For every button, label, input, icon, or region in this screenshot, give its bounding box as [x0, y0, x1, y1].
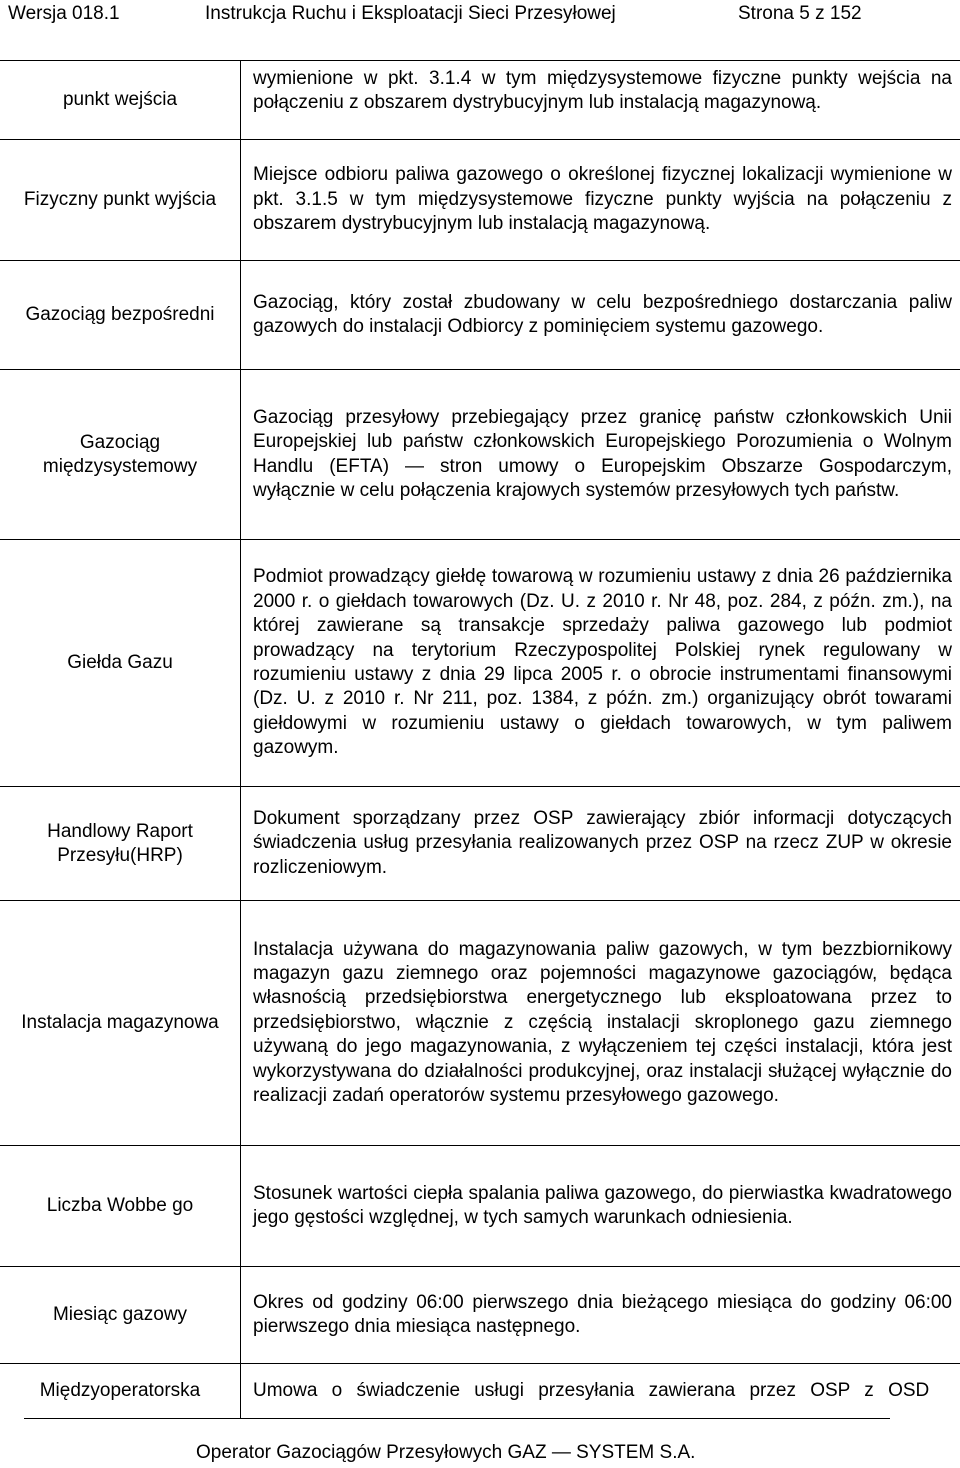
table-row: [0, 901, 960, 1146]
definition-cell: [241, 787, 960, 901]
term-gazociag-miedzysystemowy: Gazociąg międzysystemowy: [42, 431, 198, 477]
term-instalacja-magazynowa: Instalacja magazynowa: [21, 1012, 219, 1033]
header-title: Instrukcja Ruchu i Eksploatacji Sieci Przesyłowej: [205, 3, 616, 24]
definition-cell: [241, 1364, 960, 1418]
table-row: [0, 1364, 960, 1418]
definition-liczba-wobbego: Stosunek wartości ciepła spalania paliwa gazowego, do pierwiastka kwadratowego jego gęstości względnej, w tych samych warunkach odniesienia.: [253, 1182, 952, 1228]
definition-cell: [241, 1267, 960, 1364]
term-cell: [0, 540, 241, 787]
table-row: [0, 540, 960, 787]
term-punkt-wejscia: punkt wejścia: [62, 89, 178, 110]
term-fizyczny-punkt-wyjscia: Fizyczny punkt wyjścia: [23, 189, 217, 210]
footer-divider: [24, 1418, 890, 1419]
term-cell: [0, 1146, 241, 1267]
table-row: [0, 61, 960, 140]
term-cell: [0, 261, 241, 370]
term-handlowy-raport-przesylu: Handlowy Raport Przesyłu(HRP): [47, 820, 193, 866]
term-cell: [0, 787, 241, 901]
table-row: [0, 261, 960, 370]
definition-handlowy-raport-przesylu: Dokument sporządzany przez OSP zawierający zbiór informacji dotyczących świadczenia usług przesyłania realizowanych przez OSP na rzecz ZUP w okresie rozliczeniowym.: [253, 807, 952, 878]
definition-gazociag-miedzysystemowy: Gazociąg przesyłowy przebiegający przez granicę państw członkowskich Unii Europejskiej lub państw członkowskich Europejskiego Porozumienia o Wolnym Handlu (EFTA) — stron umowy o Europejskim Obszarze Gospodarczym, wyłącznie w celu połączenia krajowych systemów przesyłowych tych państw.: [253, 406, 952, 501]
term-liczba-wobbego: Liczba Wobbe go: [46, 1195, 194, 1216]
definition-cell: [241, 140, 960, 261]
table-row: [0, 787, 960, 901]
definition-cell: [241, 261, 960, 370]
table-row: [0, 140, 960, 261]
term-cell: [0, 901, 241, 1146]
definition-cell: [241, 1146, 960, 1267]
term-cell: [0, 61, 241, 140]
term-gielda-gazu: Giełda Gazu: [67, 652, 173, 673]
definition-cell: [241, 540, 960, 787]
definition-miesiac-gazowy: Okres od godziny 06:00 pierwszego dnia bieżącego miesiąca do godziny 06:00 pierwszego dnia miesiąca następnego.: [253, 1291, 952, 1337]
term-cell: [0, 1267, 241, 1364]
page-header: [0, 0, 960, 34]
term-cell: [0, 370, 241, 540]
term-miesiac-gazowy: Miesiąc gazowy: [52, 1304, 188, 1325]
header-page-number: Strona 5 z 152: [738, 3, 862, 24]
definitions-table: [0, 60, 960, 1418]
definition-cell: [241, 901, 960, 1146]
definition-cell: [241, 370, 960, 540]
definition-miedzyoperatorska: Umowa o świadczenie usługi przesyłania zawierana przez OSP z OSD: [253, 1379, 930, 1401]
header-version: Wersja 018.1: [8, 3, 120, 24]
table-row: [0, 370, 960, 540]
term-gazociag-bezposredni: Gazociąg bezpośredni: [25, 304, 215, 325]
definition-fizyczny-punkt-wyjscia: Miejsce odbioru paliwa gazowego o określonej fizycznej lokalizacji wymienione w pkt. 3.1.5 w tym międzysystemowe fizyczne punkty wyjścia na połączeniu z obszarem dystrybucyjnym lub instalacją magazynową.: [253, 164, 952, 235]
definition-punkt-wejscia: wymienione w pkt. 3.1.4 w tym międzysystemowe fizyczne punkty wejścia na połączeniu z obszarem dystrybucyjnym lub instalacją magazynową.: [253, 68, 952, 114]
definition-gielda-gazu: Podmiot prowadzący giełdę towarową w rozumieniu ustawy z dnia 26 października 2000 r. o giełdach towarowych (Dz. U. z 2010 r. Nr 48, poz. 284, z późn. zm.), na której zawierane są transakcje sprzedaży paliwa gazowego lub podmiot prowadzący na terytorium Rzeczypospolitej Polskiej rynek regulowany w rozumieniu ustawy z dnia 29 lipca 2005 r. o obrocie instrumentami finansowymi (Dz. U. z 2010 r. Nr 211, poz. 1384, z późn. zm.) organizujący obrót towarami giełdowymi w rozumieniu ustawy o giełdach towarowych, w tym paliwem gazowym.: [253, 566, 952, 759]
term-cell: [0, 140, 241, 261]
definition-instalacja-magazynowa: Instalacja używana do magazynowania paliw gazowych, w tym bezzbiornikowy magazyn gazu ziemnego oraz pojemności magazynowe gazociągów, będąca własnością przedsiębiorstwa energetycznego lub eksploatowana przez to przedsiębiorstwo, włącznie z częścią instalacji skroplonego gazu ziemnego używaną do jego magazynowania, z wyłączeniem tej części instalacji, która jest wykorzystywana do działalności produkcyjnej, oraz instalacji służącej wyłącznie do realizacji zadań operatorów systemu przesyłowego gazowego.: [253, 938, 952, 1107]
definition-gazociag-bezposredni: Gazociąg, który został zbudowany w celu bezpośredniego dostarczania paliw gazowych do instalacji Odbiorcy z pominięciem systemu gazowego.: [253, 291, 952, 337]
table-row: [0, 1267, 960, 1364]
table-row: [0, 1146, 960, 1267]
definition-cell: [241, 61, 960, 140]
term-cell: [0, 1364, 241, 1418]
term-miedzyoperatorska: Międzyoperatorska: [39, 1379, 201, 1401]
footer-company: Operator Gazociągów Przesyłowych GAZ — SYSTEM S.A.: [196, 1442, 696, 1463]
